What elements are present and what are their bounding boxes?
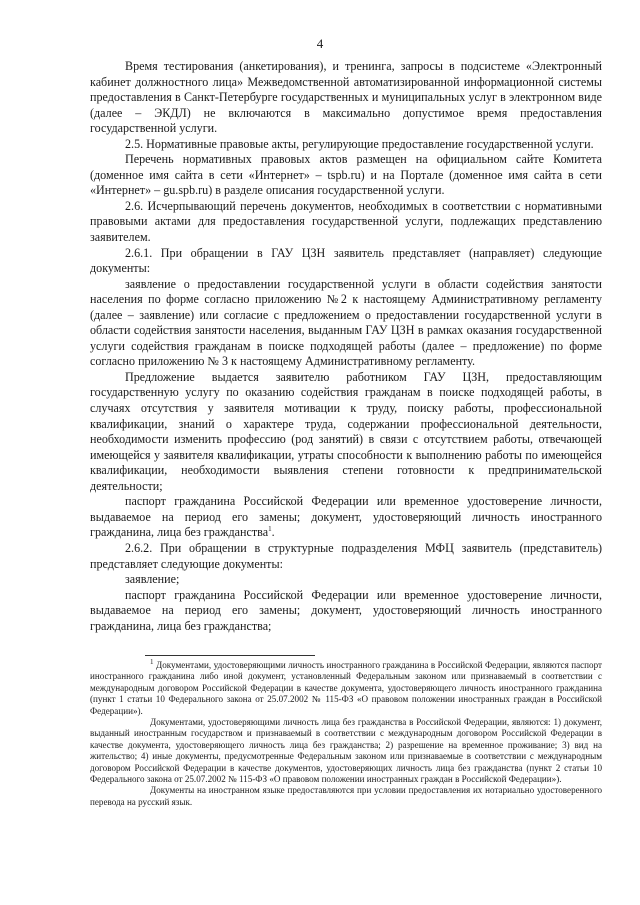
footnote-stateless: Документами, удостоверяющими личность лица без гражданства в Российской Федерации, являются: 1) документ, выданный иностранным государством и признаваемый в соответствии с международным договором Российской Федерации в качестве документа, удостоверяющего личность лица без гражданства; 2) разрешение на временное проживание; 3) вид на жительство; 4) иные документы, предусмотренные Федеральным законом или признаваемые в соответствии с международным договором Российской Федерации в качестве документов, удостоверяющих личность лица без гражданства (пункт 2 статьи 10 Федерального закона от 25.07.2002 № 115-ФЗ «О правовом положении иностранных граждан в Российской Федерации»).	[90, 717, 602, 785]
paragraph-passport-mfc: паспорт гражданина Российской Федерации или временное удостоверение личности, выдаваемое на период его замены; документ, удостоверяющий личность иностранного гражданина, лица без гражданства;	[90, 587, 602, 633]
paragraph-legal-acts-list: Перечень нормативных правовых актов размещен на официальном сайте Комитета (доменное имя сайта в сети «Интернет» – tspb.ru) и на Портале (доменное имя сайта в сети «Интернет» – gu.spb.ru) в разделе описания государственной услуги.	[90, 152, 602, 198]
footnotes	[90, 657, 602, 808]
paragraph-passport: паспорт гражданина Российской Федерации или временное удостоверение личности, выдаваемое на период его замены; документ, удостоверяющий личность иностранного гражданина, лица без гражданства$^1$.	[90, 494, 602, 540]
footnote-marker: 1	[268, 525, 272, 534]
footnote-translation: Документы на иностранном языке предоставляются при условии предоставления их нотариально удостоверенного перевода на русский язык.	[90, 785, 602, 807]
paragraph-testing-time: Время тестирования (анкетирования), и тренинга, запросы в подсистеме «Электронный кабинет должностного лица» Межведомственной автоматизированной информационной системы предоставления в Санкт-Петербурге государственных и муниципальных услуг в электронном виде (далее – ЭКДЛ) не включаются в максимально допустимое время предоставления государственной услуги.	[90, 59, 602, 136]
page-number: 4	[316, 36, 324, 51]
footnote-text: Документами, удостоверяющими личность иностранного гражданина в Российской Федерации, являются паспорт иностранного гражданина либо иной документ, установленный Федеральным законом или признаваемый в соответствии с международным договором Российской Федерации в качестве документа, удостоверяющего личность иностранного гражданина (пункт 1 статьи 10 Федерального закона от 25.07.2002 № 115-ФЗ «О правовом положении иностранных граждан в Российской Федерации»).	[90, 660, 602, 716]
paragraph-statement: заявление;	[125, 572, 180, 587]
paragraph-2-6-2: 2.6.2. При обращении в структурные подразделения МФЦ заявитель (представитель) представляет следующие документы:	[90, 540, 602, 571]
footnote-foreign-citizen	[90, 657, 602, 717]
paragraph-2-5-heading: 2.5. Нормативные правовые акты, регулирующие предоставление государственной услуги.	[125, 136, 594, 151]
paragraph-application: заявление о предоставлении государственной услуги в области содействия занятости населения по форме согласно приложению №2 к настоящему Административному регламенту (далее – заявление) или согласие с предложением о предоставлении государственной услуги в области содействия занятости населения, выданным ГАУ ЦЗН в рамках оказания государственной услуги содействия гражданам в поиске подходящей работы (далее – предложение) по форме согласно приложению № 3 к настоящему Административному регламенту.	[90, 276, 602, 369]
footnote-divider	[145, 655, 315, 656]
paragraph-proposal: Предложение выдается заявителю работником ГАУ ЦЗН, предоставляющим государственную услугу по оказанию содействия гражданам в поиске подходящей работы, в случаях отсутствия у заявителя мотивации к труду, поиску работы, профессиональной квалификации, знаний о характере труда, содержании профессиональной деятельности, необходимости изменить профессию (род занятий) в связи с отсутствием работы, отвечающей имеющейся у заявителя квалификации, утраты способности к выполнению работы по имеющейся квалификации, необходимости выявления степени готовности к предпринимательской деятельности;	[90, 369, 602, 493]
document-body	[90, 59, 602, 634]
paragraph-2-6-1: 2.6.1. При обращении в ГАУ ЦЗН заявитель представляет (направляет) следующие документы:	[90, 245, 602, 276]
passport-text: паспорт гражданина Российской Федерации или временное удостоверение личности, выдаваемое на период его замены; документ, удостоверяющий личность иностранного гражданина, лица без гражданства	[90, 494, 602, 540]
footnote-number: 1	[150, 657, 154, 666]
paragraph-2-6-heading: 2.6. Исчерпывающий перечень документов, необходимых в соответствии с нормативными правовыми актами для предоставления государственной услуги, подлежащих представлению заявителем.	[90, 198, 602, 245]
